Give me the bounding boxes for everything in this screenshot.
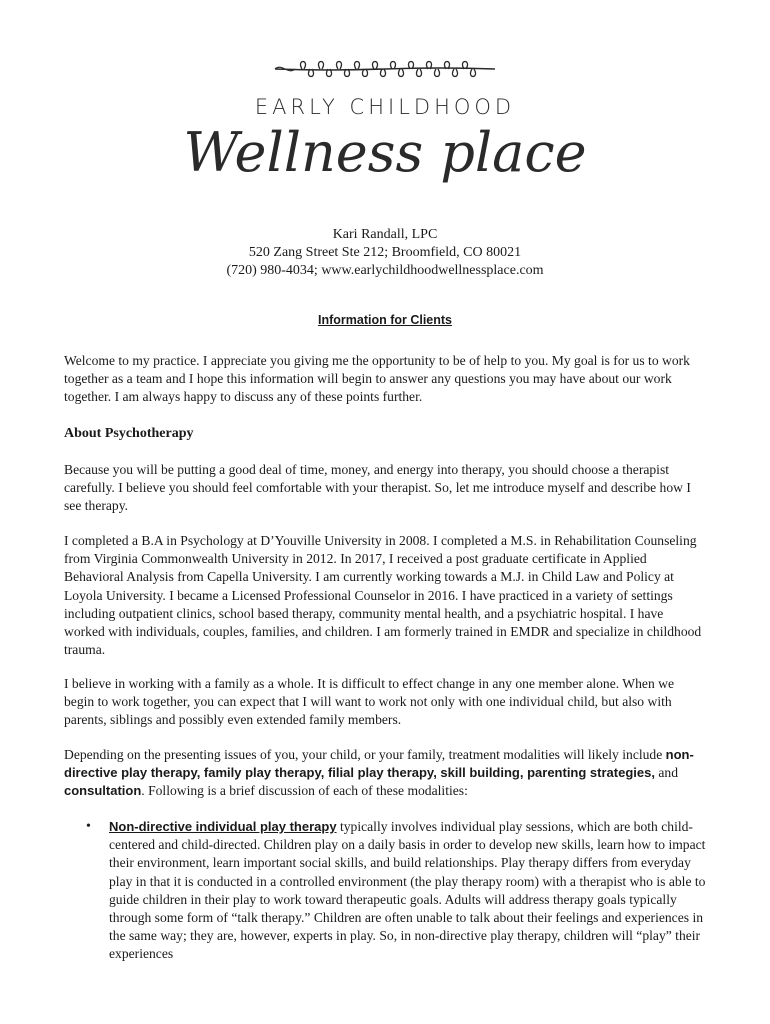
list-item [86,818,706,964]
vine-ornament-icon [270,55,500,85]
p4-tail: . Following is a brief discussion of each of these modalities: [141,783,468,799]
practice-logo [0,55,770,183]
paragraph-3: I believe in working with a family as a whole. It is difficult to effect change in any one member alone. When we begin to work together, you can expect that I will want to work not only with one individual child, but also with parents, siblings and possibly even extended family members. [64,676,675,728]
section-heading: About Psychotherapy [64,426,194,441]
phone-website: (720) 980-4034; www.earlychildhoodwellnessplace.com [226,263,544,278]
bullet-text: typically involves individual play sessions, which are both child-centered and child-directed. Children play on a daily basis in order to develop new skills, learn how to impact their environment, learn important social skills, and build relationships. Play therapy differs from everyday play in that it is conducted in a controlled environment (the play therapy room) with a therapist who is able to guide children in their play to work toward therapeutic goals. Adults will address therapy goals typically through some form of “talk therapy.” Children are often unable to talk about their feelings and experiences in the same way; they are, however, experts in play. So, in non-directive play therapy, children will “play” their experiences [109,819,706,962]
logo-line-2: Wellness place [183,121,587,184]
document-title: Information for Clients [317,313,453,327]
intro-paragraph: Welcome to my practice. I appreciate you giving me the opportunity to be of help to you. My goal is for us to work together as a team and I hope this information will begin to answer any questions you may have about our work together. I am always happy to discuss any of these points further. [64,353,690,405]
bullet-term: Non-directive individual play therapy [109,819,337,834]
modalities-list [86,818,706,964]
p4-lead: Depending on the presenting issues of you, your child, or your family, treatment modalities will likely include [64,747,666,762]
paragraph-4 [64,746,706,801]
contact-block [0,226,770,280]
p4-and: and [654,765,678,781]
paragraph-1: Because you will be putting a good deal of time, money, and energy into therapy, you should choose a therapist carefully. I believe you should feel comfortable with your therapist. So, let me introduce myself and describe how I see therapy. [64,462,691,514]
therapist-name: Kari Randall, LPC [332,227,438,242]
p4-consultation: consultation [64,783,142,799]
address: 520 Zang Street Ste 212; Broomfield, CO 80021 [248,245,522,260]
paragraph-2: I completed a B.A in Psychology at D’Youville University in 2008. I completed a M.S. in Rehabilitation Counseling from Virginia Commonwealth University in 2012. In 2017, I received a post graduate certificate in Applied Behavioral Analysis from Capella University. I am currently working towards a M.J. in Child Law and Policy at Loyola University. I became a Licensed Professional Counselor in 2016. I have practiced in a variety of settings including outpatient clinics, school based therapy, community mental health, and a psychiatric hospital. I have worked with individuals, couples, families, and children. I am formerly trained in EMDR and specialize in childhood trauma. [64,533,702,658]
p4-modalities: non-directive play therapy, family play therapy, filial play therapy, skill building, parenting strategies, [64,747,694,781]
logo-line-1: EARLY CHILDHOOD [254,95,516,119]
